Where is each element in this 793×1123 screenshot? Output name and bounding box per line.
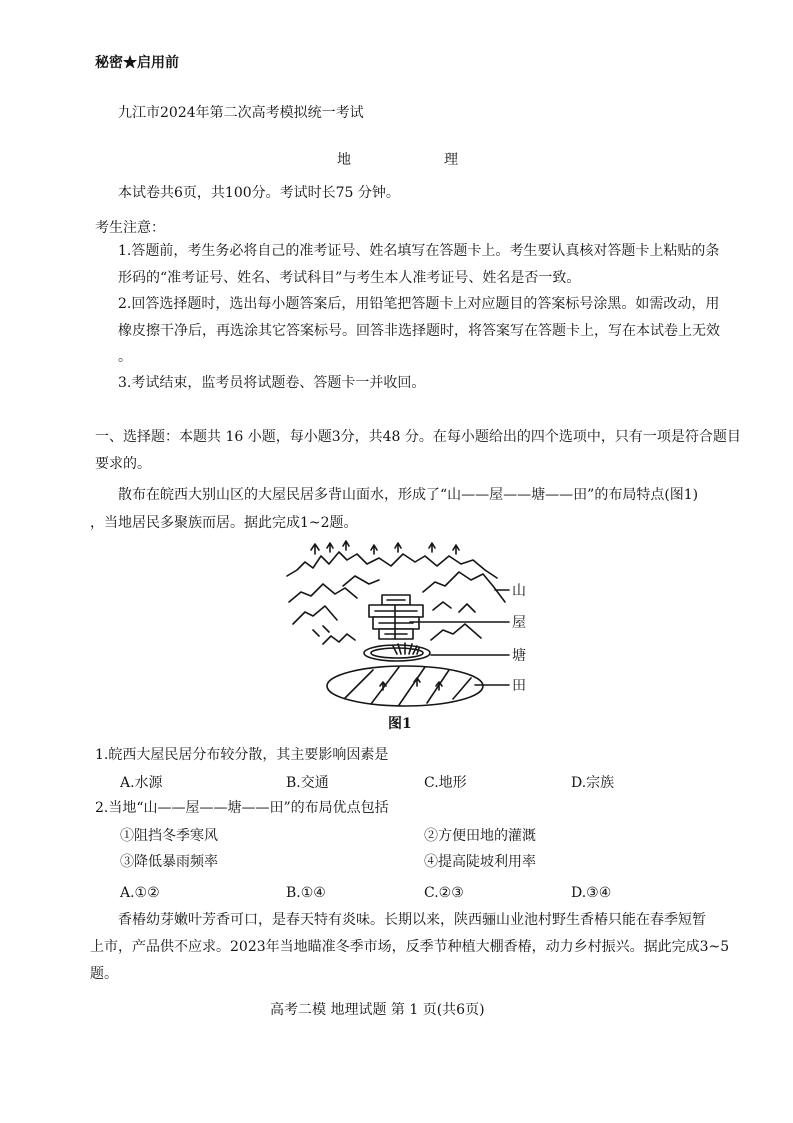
pond — [364, 643, 430, 661]
field-furrows — [345, 667, 471, 705]
notice-line: 2.回答选择题时，选出每小题答案后，用铅笔把答题卡上对应题目的答案标号涂黑。如需改动，用 — [118, 296, 720, 312]
house-cluster — [369, 595, 423, 639]
page-footer: 高考二模 地理试题 第 1 页(共6页) — [270, 1002, 485, 1018]
left-low-hill — [323, 634, 355, 644]
notice-line: 。 — [118, 349, 132, 365]
question-2-option-c: C.②③ — [424, 885, 464, 901]
passage-line: 上市，产品供不应求。2023年当地瞄准冬季市场，反季节种植大棚香椿，动力乡村振兴。据此完成3~5 — [90, 939, 730, 955]
question-2-option-a: A.①② — [120, 885, 160, 901]
tree-marks — [311, 541, 459, 554]
field-outline — [327, 666, 483, 706]
right-small-peaks — [433, 602, 475, 612]
center-mountain-ridge — [343, 576, 379, 586]
passage-line: 香椿幼芽嫩叶芳香可口，是春天特有炎味。长期以来，陕西骊山业池村野生香椿只能在春季短暂 — [118, 912, 706, 928]
section-heading: 要求的。 — [95, 456, 151, 472]
notice-heading: 考生注意： — [95, 220, 165, 236]
question-2-stem: 2.当地“山——屋——塘——田”的布局优点包括 — [95, 800, 389, 816]
figure-label-house: 屋 — [512, 615, 526, 631]
question-2-option-b: B.①④ — [286, 885, 326, 901]
right-hill — [431, 624, 481, 640]
left-mountain-ridge — [289, 584, 357, 602]
question-2-statement-1: ①阻挡冬季寒风 — [120, 828, 218, 844]
question-1-option-c: C.地形 — [424, 775, 467, 791]
passage-line: ，当地居民多聚族而居。据此完成1~2题。 — [90, 515, 358, 531]
confidential-label: 秘密★启用前 — [95, 55, 179, 71]
question-2-statement-2: ②方便田地的灌溉 — [424, 828, 536, 844]
passage-line: 散布在皖西大别山区的大屋民居多背山面水，形成了“山——屋——塘——田”的布局特点(图1) — [118, 487, 699, 503]
subject-char-2: 理 — [444, 152, 458, 168]
question-2-option-d: D.③④ — [571, 885, 612, 901]
question-1-option-a: A.水源 — [120, 775, 163, 791]
notice-line: 1.答题前，考生务必将自己的准考证号、姓名填写在答题卡上。考生要认真核对答题卡上粘贴的条 — [118, 243, 720, 259]
question-1-option-b: B.交通 — [286, 775, 329, 791]
question-1-option-d: D.宗族 — [571, 775, 615, 791]
passage-line: 题。 — [90, 966, 118, 982]
notice-line: 3.考试结束，监考员将试题卷、答题卡一并收回。 — [118, 375, 426, 391]
figure-caption: 图1 — [388, 716, 412, 732]
right-mountain-ridge — [423, 572, 505, 602]
figure-label-pond: 塘 — [512, 648, 526, 664]
subject-char-1: 地 — [337, 152, 351, 168]
notice-line: 形码的“准考证号、姓名、考试科目”与考生本人准考证号、姓名是否一致。 — [118, 270, 581, 286]
question-2-statement-4: ④提高陡坡利用率 — [424, 854, 536, 870]
figure-1-illustration — [283, 540, 533, 710]
question-2-statement-3: ③降低暴雨频率 — [120, 854, 218, 870]
figure-label-field: 田 — [512, 678, 526, 694]
field — [327, 666, 483, 706]
question-1-stem: 1.皖西大屋民居分布较分散，其主要影响因素是 — [95, 747, 389, 763]
exam-info: 本试卷共6页，共100分。考试时长75 分钟。 — [118, 185, 400, 201]
section-heading: 一、选择题：本题共 16 小题，每小题3分，共48 分。在每小题给出的四个选项中，只有一项是符合题目 — [95, 429, 741, 445]
figure-label-mountain: 山 — [512, 583, 526, 599]
notice-line: 橡皮擦干净后，再选涂其它答案标号。回答非选择题时，将答案写在答题卡上，写在本试卷上无效 — [118, 323, 720, 339]
exam-title: 九江市2024年第二次高考模拟统一考试 — [118, 105, 364, 121]
far-mountain-ridge — [287, 552, 497, 578]
left-hill — [293, 606, 337, 636]
